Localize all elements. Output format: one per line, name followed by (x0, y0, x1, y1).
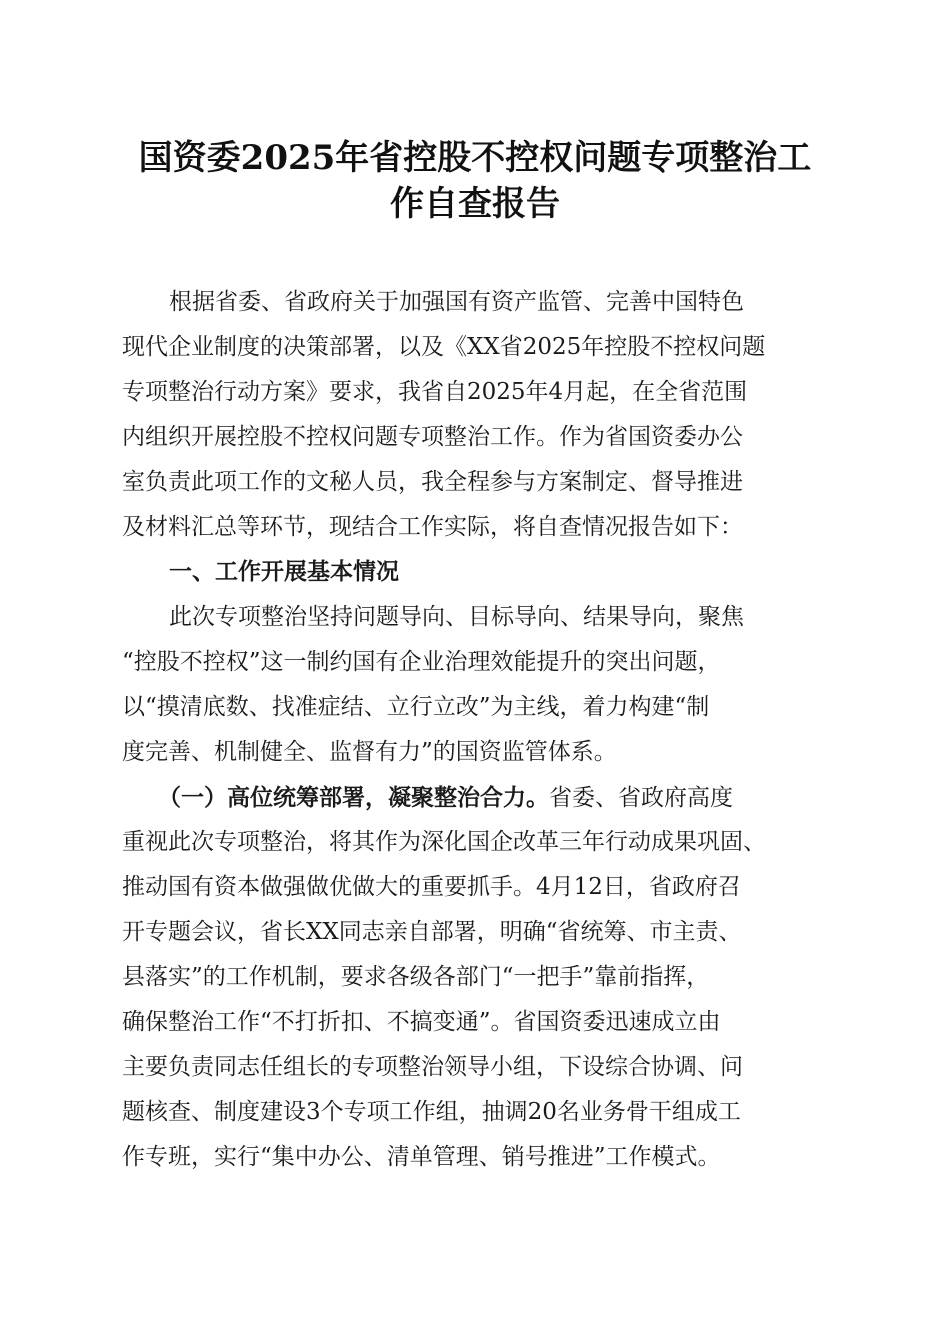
paragraph-line: 题核查、制度建设3个专项工作组，抽调20名业务骨干组成工 (122, 1099, 741, 1125)
paragraph-line: 现代企业制度的决策部署，以及《XX省2025年控股不控权问题 (122, 334, 766, 360)
section-heading: 一、工作开展基本情况 (169, 559, 399, 585)
paragraph-line: 推动国有资本做强做优做大的重要抓手。4月12日，省政府召 (122, 874, 741, 900)
paragraph-line: 室负责此项工作的文秘人员，我全程参与方案制定、督导推进 (122, 469, 743, 495)
paragraph-line: 县落实”的工作机制，要求各级各部门“一把手”靠前指挥， (122, 964, 710, 990)
title-line-2: 作自查报告 (390, 184, 560, 224)
paragraph-line: 根据省委、省政府关于加强国有资产监管、完善中国特色 (169, 289, 744, 315)
subsection-heading: （一）高位统筹部署，凝聚整治合力。 (158, 784, 549, 811)
title-line-1: 国资委2025年省控股不控权问题专项整治工 (138, 138, 812, 178)
document-body (122, 280, 828, 1180)
paragraph-line: 确保整治工作“不打折扣、不搞变通”。省国资委迅速成立由 (122, 1009, 721, 1035)
paragraph-line: 此次专项整治坚持问题导向、目标导向、结果导向，聚焦 (169, 604, 744, 630)
subsection-line (122, 775, 828, 820)
paragraph-line: 重视此次专项整治，将其作为深化国企改革三年行动成果巩固、 (122, 829, 766, 855)
paragraph-line: 度完善、机制健全、监督有力”的国资监管体系。 (122, 739, 617, 765)
paragraph-line: 专项整治行动方案》要求，我省自2025年4月起，在全省范围 (122, 379, 748, 405)
paragraph-line: “控股不控权”这一制约国有企业治理效能提升的突出问题， (122, 649, 721, 675)
paragraph-line: 开专题会议，省长XX同志亲自部署，明确“省统筹、市主责、 (122, 919, 742, 945)
document-title (100, 135, 850, 227)
paragraph-line: 作专班，实行“集中办公、清单管理、销号推进”工作模式。 (122, 1144, 721, 1170)
paragraph-line: 及材料汇总等环节，现结合工作实际，将自查情况报告如下： (122, 514, 743, 540)
paragraph-line: 主要负责同志任组长的专项整治领导小组，下设综合协调、问 (122, 1054, 743, 1080)
subsection-text: 省委、省政府高度 (549, 785, 733, 811)
paragraph-line: 以“摸清底数、找准症结、立行立改”为主线，着力构建“制 (122, 694, 710, 720)
paragraph-line: 内组织开展控股不控权问题专项整治工作。作为省国资委办公 (122, 424, 743, 450)
